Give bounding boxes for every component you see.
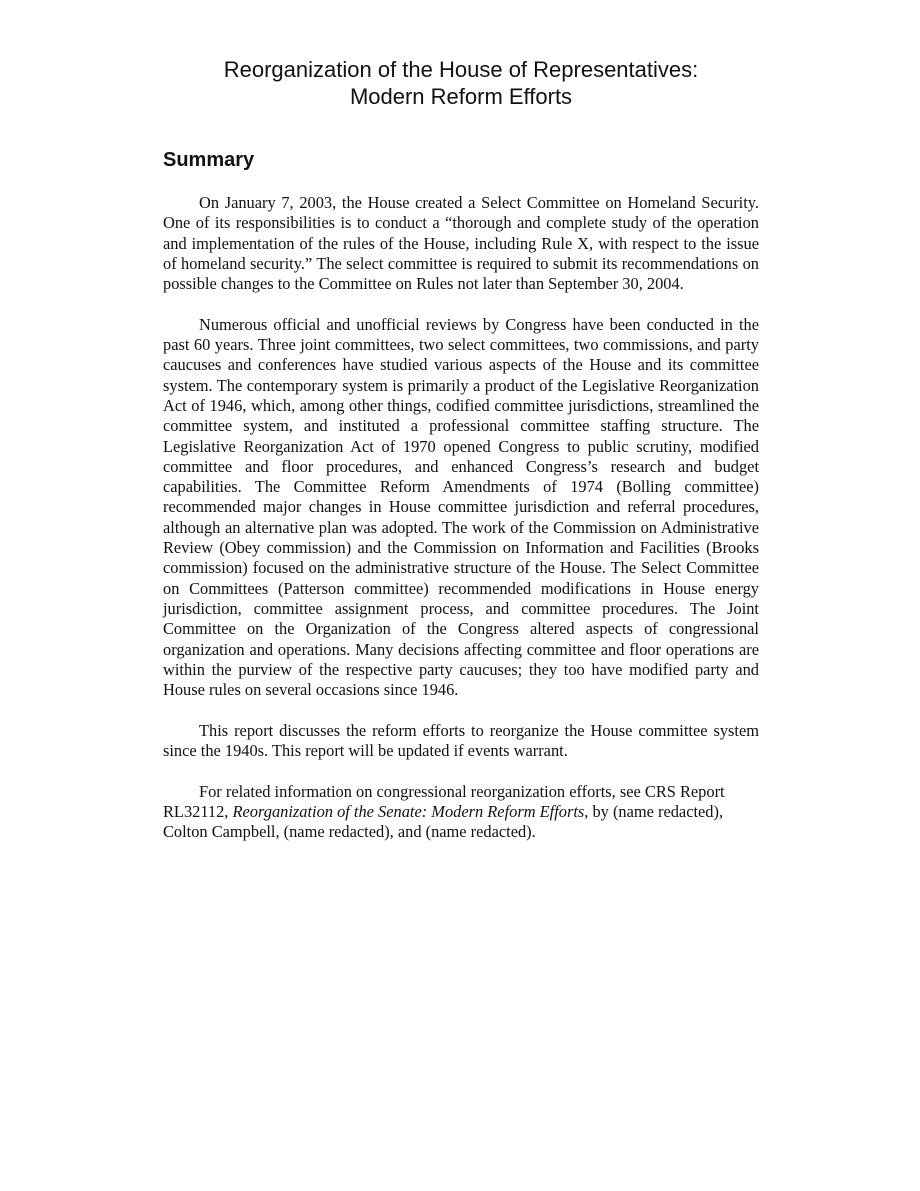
related-report-title: Reorganization of the Senate: Modern Reform Efforts bbox=[232, 801, 585, 821]
related-text-before: For related information on congressional reorganization efforts, see CRS Report RL32112, bbox=[163, 781, 725, 821]
summary-paragraph-3: This report discusses the reform efforts to reorganize the House committee system since the 1940s. This report will be updated if events warrant. bbox=[163, 720, 759, 761]
related-text-after: , by (name redacted), Colton Campbell, (name redacted), and (name redacted). bbox=[163, 801, 724, 842]
related-information-paragraph bbox=[163, 782, 759, 843]
summary-paragraph-2: Numerous official and unofficial reviews by Congress have been conducted in the past 60 years. Three joint committees, two select committees, two commissions, and party caucuses and conferences have studied various aspects of the House and its committee system. The contemporary system is primarily a product of the Legislative Reorganization Act of 1946, which, among other things, codified committee jurisdictions, streamlined the committee system, and instituted a professional committee staffing structure. The Legislative Reorganization Act of 1970 opened Congress to public scrutiny, modified committee and floor procedures, and enhanced Congress’s research and budget capabilities. The Committee Reform Amendments of 1974 (Bolling committee) recommended major changes in House committee jurisdiction and referral procedures, although an alternative plan was adopted. The work of the Commission on Administrative Review (Obey commission) and the Commission on Information and Facilities (Brooks commission) focused on the administrative structure of the House. The Select Committee on Committees (Patterson committee) recommended modifications in House energy jurisdiction, committee assignment process, and committee procedures. The Joint Committee on the Organization of the Congress altered aspects of congressional organization and operations. Many decisions affecting committee and floor operations are within the purview of the respective party caucuses; they too have modified party and House rules on several occasions since 1946. bbox=[163, 314, 759, 700]
report-title-line-1: Reorganization of the House of Representatives: bbox=[223, 57, 699, 82]
report-title bbox=[0, 56, 920, 110]
report-title-line-2: Modern Reform Efforts bbox=[349, 84, 573, 109]
summary-paragraph-1: On January 7, 2003, the House created a Select Committee on Homeland Security. One of its responsibilities is to conduct a “thorough and complete study of the operation and implementation of the rules of the House, including Rule X, with respect to the issue of homeland security.” The select committee is required to submit its recommendations on possible changes to the Committee on Rules not later than September 30, 2004. bbox=[163, 193, 759, 294]
summary-heading: Summary bbox=[163, 149, 255, 171]
summary-body bbox=[163, 193, 759, 863]
